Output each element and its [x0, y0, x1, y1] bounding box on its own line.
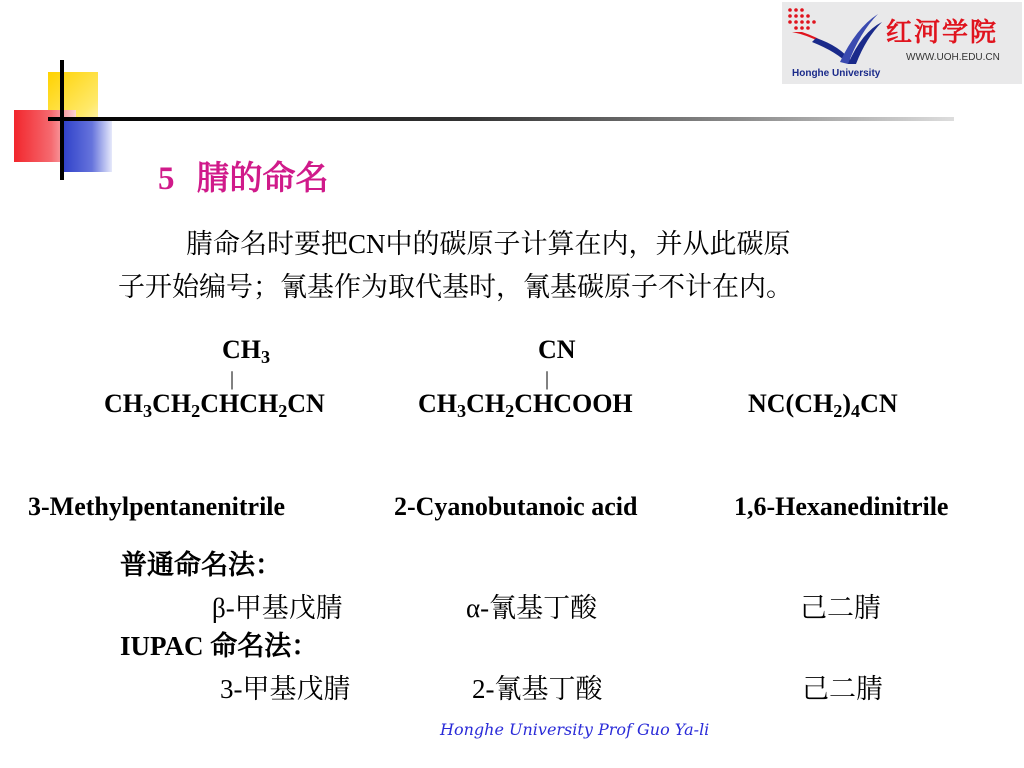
iupac-name-2: 2-氰基丁酸: [472, 674, 603, 704]
common-naming-header: 普通命名法：: [120, 550, 282, 580]
logo-english-name: Honghe University: [792, 68, 881, 79]
university-logo: [782, 2, 1022, 84]
formula-1: $CH_3CH_2CHCH_2CN$: [104, 389, 325, 422]
footer-credit: Honghe University Prof Guo Ya-li: [440, 720, 710, 739]
paragraph-line-1: 腈命名时要把CN中的碳原子计算在内，并从此碳原: [186, 229, 791, 259]
name-2-cyanobutanoic-acid: 2-Cyanobutanoic acid: [394, 492, 638, 521]
formula-1-substituent: $CH_3$: [222, 335, 271, 368]
iupac-name-1: 3-甲基戊腈: [220, 674, 351, 704]
section-number: 5: [158, 161, 175, 197]
logo-chinese-name: 红河学院: [886, 18, 999, 48]
iupac-naming-header: IUPAC 命名法：: [120, 631, 319, 661]
name-3-methylpentanenitrile: 3-Methylpentanenitrile: [28, 492, 286, 521]
section-title: 腈的命名: [196, 161, 329, 197]
name-1-6-hexanedinitrile: 1,6-Hexanedinitrile: [734, 492, 949, 521]
common-name-2: α-氰基丁酸: [466, 593, 598, 623]
formula-1-bond: |: [230, 368, 235, 390]
formula-2: $CH_3CH_2CHCOOH$: [418, 389, 633, 422]
logo-website: WWW.UOH.EDU.CN: [906, 52, 1000, 63]
decor-blue-square: [62, 120, 112, 172]
formula-2-substituent: CN: [538, 335, 576, 364]
formula-2-bond: |: [545, 368, 550, 390]
header-divider-line: [64, 117, 954, 121]
common-name-1: β-甲基戊腈: [212, 593, 343, 623]
iupac-name-3: 己二腈: [802, 674, 883, 704]
slide-title: [158, 152, 329, 199]
formula-3: $NC(CH_2)_4CN$: [748, 389, 898, 422]
common-name-3: 己二腈: [800, 593, 881, 623]
paragraph-line-2: 子开始编号；氰基作为取代基时，氰基碳原子不计在内。: [118, 272, 793, 302]
